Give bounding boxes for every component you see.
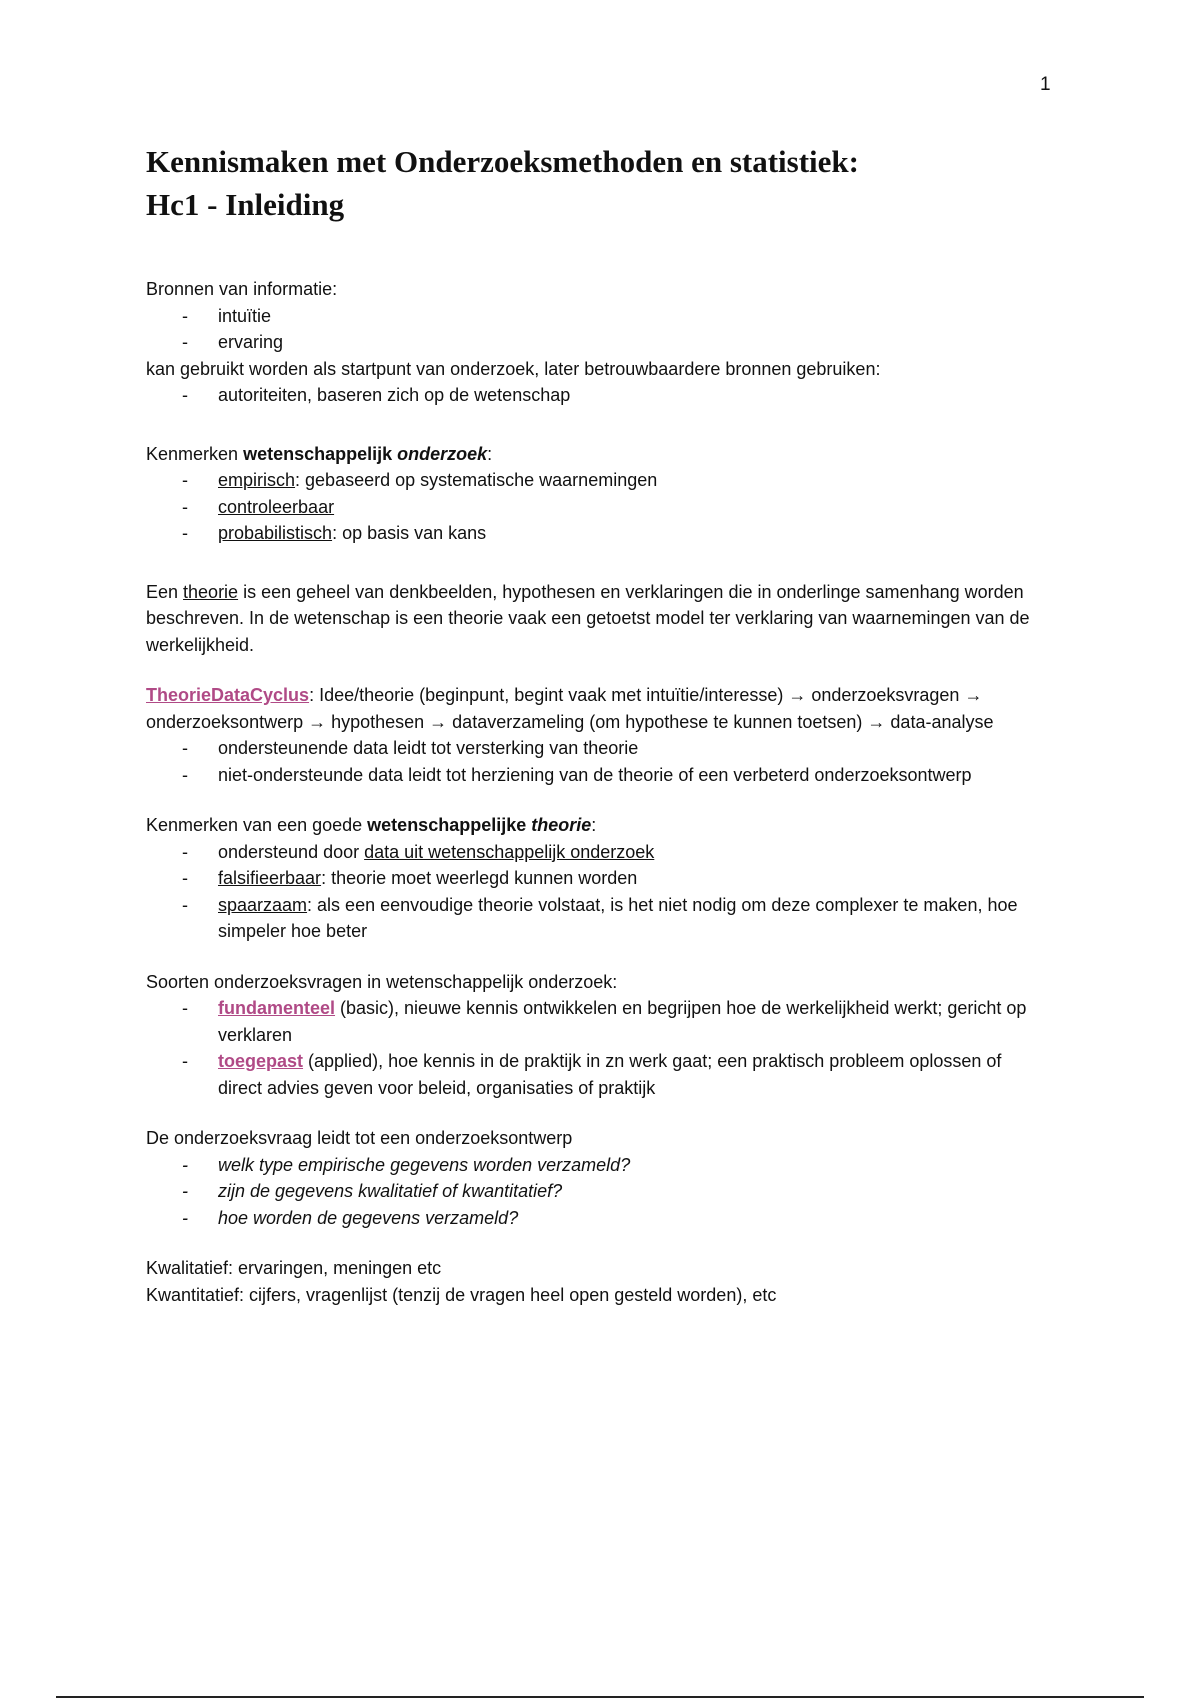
term-theoriedatacyclus: TheorieDataCyclus <box>146 685 310 705</box>
soorten-list <box>146 995 1046 1101</box>
section-ontwerp <box>146 1125 1046 1231</box>
list-item <box>146 520 1046 547</box>
heading-bold: wetenschappelijke <box>367 815 532 835</box>
heading-suffix: : <box>591 815 597 835</box>
heading-prefix: Kenmerken <box>146 443 244 464</box>
term-data: data uit wetenschappelijk onderzoek <box>364 841 655 862</box>
document-body <box>146 140 1046 1332</box>
heading-bold: wetenschappelijk <box>243 443 398 464</box>
item-text: : theorie moet weerlegd kunnen worden <box>321 868 638 888</box>
section-soorten <box>146 969 1046 1102</box>
bronnen-list <box>146 303 1046 356</box>
title-line-1: Kennismaken met Onderzoeksmethoden en statistiek: <box>146 144 859 179</box>
footer-divider <box>56 1696 1144 1698</box>
list-item: - ervaring <box>146 329 1046 356</box>
list-item: - niet-ondersteunde data leidt tot herziening van de theorie of een verbeterd onderzoeksontwerp <box>146 762 1046 789</box>
kenmerken-theorie-list <box>146 839 1046 945</box>
term-controleerbaar: controleerbaar <box>218 496 335 517</box>
item-text: : als een eenvoudige theorie volstaat, is het niet nodig om deze complexer te maken, hoe simpeler hoe beter <box>218 894 1018 941</box>
list-item <box>146 494 1046 521</box>
list-item: - zijn de gegevens kwalitatief of kwantitatief? <box>146 1178 1046 1205</box>
page-number: 1 <box>1040 74 1051 95</box>
item-text: (basic), nieuwe kennis ontwikkelen en begrijpen hoe de werkelijkheid werkt; gericht op verklaren <box>218 998 1027 1045</box>
ontwerp-list <box>146 1152 1046 1232</box>
page-title <box>146 140 1046 226</box>
section-kenmerken-onderzoek <box>146 441 1046 547</box>
section-kwal-kwant <box>146 1255 1046 1308</box>
term-theorie: theorie <box>183 581 239 602</box>
bronnen-intro: Bronnen van informatie: <box>146 279 338 299</box>
section-theorie <box>146 579 1046 659</box>
heading-bold-italic: onderzoek <box>397 443 488 464</box>
cyclus-text: : Idee/theorie (beginpunt, begint vaak met intuïtie/interesse) → onderzoeksvragen → onderzoeksontwerp → hypothesen → dataverzameling (om hypothese te kunnen toetsen) → data-analyse <box>146 685 994 732</box>
section-cyclus <box>146 682 1046 788</box>
kenmerken-onderzoek-list <box>146 467 1046 547</box>
term-probabilistisch: probabilistisch <box>218 523 333 543</box>
list-item <box>146 839 1046 866</box>
section-bronnen <box>146 276 1046 409</box>
list-item <box>146 892 1046 945</box>
list-item: - autoriteiten, baseren zich op de wetenschap <box>146 382 1046 409</box>
list-item: - intuïtie <box>146 303 1046 330</box>
cyclus-list <box>146 735 1046 788</box>
kwalitatief-line: Kwalitatief: ervaringen, meningen etc <box>146 1258 442 1278</box>
section-kenmerken-theorie <box>146 812 1046 945</box>
term-toegepast: toegepast <box>218 1051 304 1071</box>
theorie-paragraph <box>146 579 1046 659</box>
bronnen-follow-list <box>146 382 1046 409</box>
title-line-2: Hc1 - Inleiding <box>146 187 345 222</box>
heading-bold-italic: theorie <box>531 815 592 835</box>
theorie-prefix: Een <box>146 581 184 602</box>
ontwerp-intro: De onderzoeksvraag leidt tot een onderzoeksontwerp <box>146 1128 573 1148</box>
list-item <box>146 995 1046 1048</box>
item-prefix: ondersteund door <box>218 841 365 862</box>
soorten-intro: Soorten onderzoeksvragen in wetenschappelijk onderzoek: <box>146 971 618 992</box>
term-spaarzaam: spaarzaam <box>218 894 308 915</box>
item-text: : gebaseerd op systematische waarnemingen <box>295 470 658 490</box>
term-falsifieerbaar: falsifieerbaar <box>218 868 322 888</box>
item-text: : op basis van kans <box>332 523 487 543</box>
kwantitatief-line: Kwantitatief: cijfers, vragenlijst (tenzij de vragen heel open gesteld worden), etc <box>146 1284 777 1305</box>
list-item: - ondersteunende data leidt tot versterking van theorie <box>146 735 1046 762</box>
heading-prefix: Kenmerken van een goede <box>146 815 368 835</box>
item-text: (applied), hoe kennis in de praktijk in zn werk gaat; een praktisch probleem oplossen of direct advies geven voor beleid, organisaties of praktijk <box>218 1051 1002 1098</box>
term-fundamenteel: fundamenteel <box>218 998 336 1018</box>
list-item: - hoe worden de gegevens verzameld? <box>146 1205 1046 1232</box>
cyclus-paragraph <box>146 682 1046 735</box>
bronnen-follow: kan gebruikt worden als startpunt van onderzoek, later betrouwbaardere bronnen gebruiken: <box>146 358 881 379</box>
heading-suffix: : <box>487 443 493 464</box>
list-item <box>146 865 1046 892</box>
kenmerken-theorie-heading <box>146 812 1046 839</box>
term-empirisch: empirisch <box>218 470 296 490</box>
kenmerken-onderzoek-heading <box>146 441 1046 468</box>
theorie-text: is een geheel van denkbeelden, hypothesen en verklaringen die in onderlinge samenhang worden beschreven. In de wetenschap is een theorie vaak een getoetst model ter verklaring van waarnemingen van de werkelijkheid. <box>146 581 1030 655</box>
list-item <box>146 467 1046 494</box>
list-item <box>146 1048 1046 1101</box>
list-item: - welk type empirische gegevens worden verzameld? <box>146 1152 1046 1179</box>
